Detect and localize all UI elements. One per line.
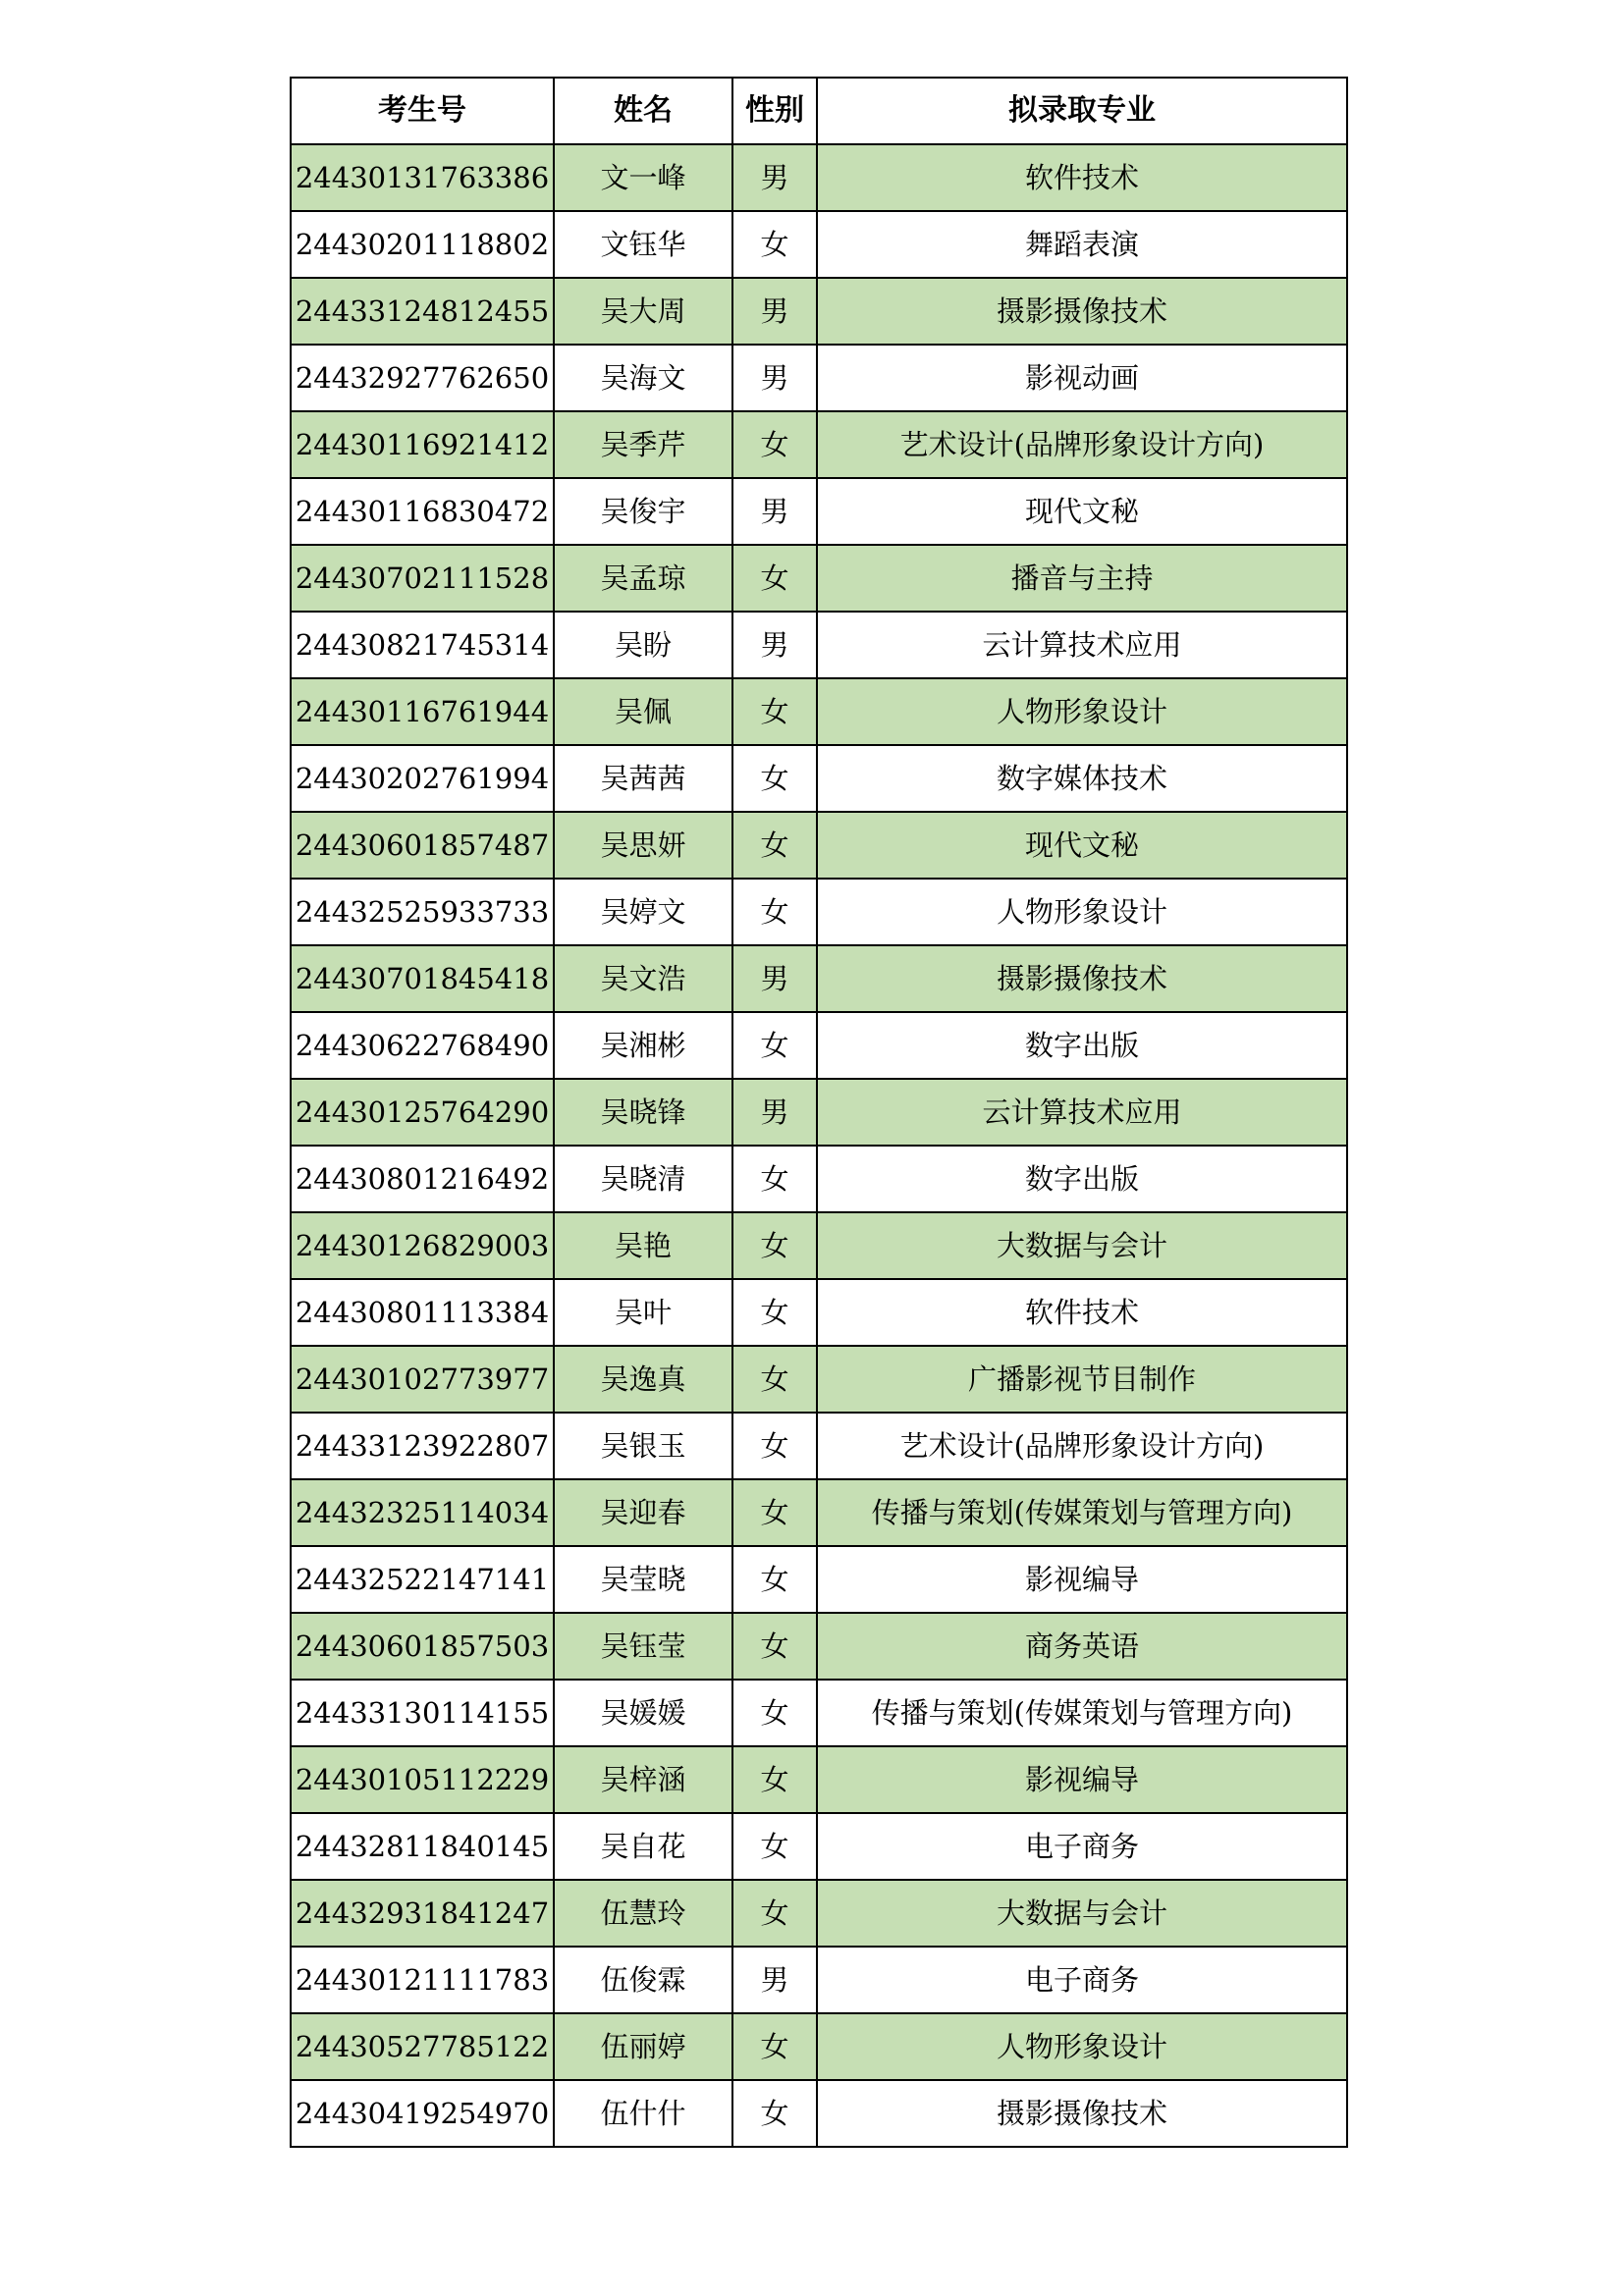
admission-list-sheet (290, 77, 1346, 2148)
cell-gender: 女 (732, 812, 817, 879)
cell-name: 文一峰 (554, 144, 732, 211)
cell-major: 现代文秘 (817, 812, 1347, 879)
cell-gender: 女 (732, 411, 817, 478)
cell-name: 吴湘彬 (554, 1012, 732, 1079)
cell-gender: 女 (732, 1346, 817, 1413)
cell-name: 伍俊霖 (554, 1947, 732, 2013)
cell-name: 吴迎春 (554, 1479, 732, 1546)
cell-gender: 女 (732, 1746, 817, 1813)
cell-gender: 男 (732, 345, 817, 411)
table-row (291, 1479, 1347, 1546)
cell-exam-no: 24430702111528 (291, 545, 554, 612)
table-row (291, 411, 1347, 478)
cell-gender: 女 (732, 1680, 817, 1746)
cell-gender: 男 (732, 278, 817, 345)
cell-major: 传播与策划(传媒策划与管理方向) (817, 1680, 1347, 1746)
header-row (291, 78, 1347, 144)
cell-name: 吴银玉 (554, 1413, 732, 1479)
cell-name: 吴莹晓 (554, 1546, 732, 1613)
table-row (291, 1146, 1347, 1212)
table-row (291, 1413, 1347, 1479)
cell-exam-no: 24430201118802 (291, 211, 554, 278)
cell-exam-no: 24430601857503 (291, 1613, 554, 1680)
header-exam-no: 考生号 (291, 78, 554, 144)
cell-exam-no: 24430126829003 (291, 1212, 554, 1279)
cell-exam-no: 24432525933733 (291, 879, 554, 945)
cell-gender: 女 (732, 1880, 817, 1947)
cell-major: 软件技术 (817, 144, 1347, 211)
cell-gender: 女 (732, 545, 817, 612)
cell-major: 人物形象设计 (817, 879, 1347, 945)
cell-name: 吴钰莹 (554, 1613, 732, 1680)
cell-gender: 男 (732, 1947, 817, 2013)
cell-name: 吴佩 (554, 678, 732, 745)
table-row (291, 144, 1347, 211)
table-row (291, 278, 1347, 345)
cell-exam-no: 24430116761944 (291, 678, 554, 745)
cell-exam-no: 24430116921412 (291, 411, 554, 478)
cell-name: 吴茜茜 (554, 745, 732, 812)
cell-exam-no: 24432811840145 (291, 1813, 554, 1880)
table-row (291, 1947, 1347, 2013)
cell-name: 吴晓清 (554, 1146, 732, 1212)
cell-gender: 女 (732, 1813, 817, 1880)
cell-name: 吴文浩 (554, 945, 732, 1012)
cell-major: 摄影摄像技术 (817, 278, 1347, 345)
cell-exam-no: 24430419254970 (291, 2080, 554, 2147)
cell-name: 吴梓涵 (554, 1746, 732, 1813)
cell-gender: 男 (732, 478, 817, 545)
cell-gender: 女 (732, 2080, 817, 2147)
header-name: 姓名 (554, 78, 732, 144)
cell-exam-no: 24432522147141 (291, 1546, 554, 1613)
cell-exam-no: 24433124812455 (291, 278, 554, 345)
cell-major: 人物形象设计 (817, 2013, 1347, 2080)
cell-major: 影视编导 (817, 1746, 1347, 1813)
cell-gender: 女 (732, 1546, 817, 1613)
cell-gender: 女 (732, 211, 817, 278)
cell-exam-no: 24430821745314 (291, 612, 554, 678)
cell-major: 人物形象设计 (817, 678, 1347, 745)
cell-exam-no: 24430622768490 (291, 1012, 554, 1079)
cell-name: 文钰华 (554, 211, 732, 278)
cell-major: 大数据与会计 (817, 1212, 1347, 1279)
cell-gender: 女 (732, 745, 817, 812)
cell-major: 摄影摄像技术 (817, 2080, 1347, 2147)
table-row (291, 1746, 1347, 1813)
cell-name: 吴大周 (554, 278, 732, 345)
header-gender: 性别 (732, 78, 817, 144)
table-row (291, 1546, 1347, 1613)
cell-exam-no: 24430105112229 (291, 1746, 554, 1813)
cell-gender: 女 (732, 1212, 817, 1279)
table-row (291, 745, 1347, 812)
table-row (291, 345, 1347, 411)
cell-exam-no: 24430125764290 (291, 1079, 554, 1146)
cell-gender: 女 (732, 2013, 817, 2080)
cell-major: 舞蹈表演 (817, 211, 1347, 278)
cell-major: 艺术设计(品牌形象设计方向) (817, 1413, 1347, 1479)
cell-gender: 男 (732, 144, 817, 211)
cell-major: 电子商务 (817, 1947, 1347, 2013)
cell-gender: 女 (732, 1012, 817, 1079)
admission-table (290, 77, 1348, 2148)
cell-exam-no: 24430131763386 (291, 144, 554, 211)
cell-major: 传播与策划(传媒策划与管理方向) (817, 1479, 1347, 1546)
table-row (291, 879, 1347, 945)
cell-major: 云计算技术应用 (817, 612, 1347, 678)
cell-gender: 女 (732, 1479, 817, 1546)
cell-name: 吴海文 (554, 345, 732, 411)
table-row (291, 1279, 1347, 1346)
table-row (291, 1880, 1347, 1947)
cell-major: 广播影视节目制作 (817, 1346, 1347, 1413)
cell-name: 吴思妍 (554, 812, 732, 879)
cell-gender: 女 (732, 879, 817, 945)
cell-exam-no: 24430121111783 (291, 1947, 554, 2013)
table-row (291, 812, 1347, 879)
cell-gender: 男 (732, 1079, 817, 1146)
cell-exam-no: 24433123922807 (291, 1413, 554, 1479)
cell-name: 吴逸真 (554, 1346, 732, 1413)
cell-name: 吴艳 (554, 1212, 732, 1279)
cell-exam-no: 24430102773977 (291, 1346, 554, 1413)
cell-gender: 男 (732, 612, 817, 678)
cell-major: 电子商务 (817, 1813, 1347, 1880)
cell-exam-no: 24430116830472 (291, 478, 554, 545)
table-header (291, 78, 1347, 144)
table-row (291, 2013, 1347, 2080)
cell-major: 商务英语 (817, 1613, 1347, 1680)
table-row (291, 1680, 1347, 1746)
cell-major: 摄影摄像技术 (817, 945, 1347, 1012)
cell-exam-no: 24430701845418 (291, 945, 554, 1012)
cell-exam-no: 24430527785122 (291, 2013, 554, 2080)
cell-gender: 女 (732, 1413, 817, 1479)
cell-exam-no: 24432931841247 (291, 1880, 554, 1947)
table-row (291, 1212, 1347, 1279)
cell-major: 数字出版 (817, 1012, 1347, 1079)
table-row (291, 545, 1347, 612)
cell-gender: 女 (732, 1279, 817, 1346)
header-major: 拟录取专业 (817, 78, 1347, 144)
cell-gender: 女 (732, 1146, 817, 1212)
cell-major: 现代文秘 (817, 478, 1347, 545)
cell-major: 云计算技术应用 (817, 1079, 1347, 1146)
table-row (291, 1346, 1347, 1413)
table-row (291, 211, 1347, 278)
cell-major: 软件技术 (817, 1279, 1347, 1346)
cell-major: 大数据与会计 (817, 1880, 1347, 1947)
table-row (291, 678, 1347, 745)
table-row (291, 478, 1347, 545)
cell-major: 数字媒体技术 (817, 745, 1347, 812)
cell-major: 影视编导 (817, 1546, 1347, 1613)
table-body (291, 144, 1347, 2147)
table-row (291, 2080, 1347, 2147)
cell-exam-no: 24432325114034 (291, 1479, 554, 1546)
cell-name: 吴季芹 (554, 411, 732, 478)
cell-name: 伍慧玲 (554, 1880, 732, 1947)
cell-exam-no: 24432927762650 (291, 345, 554, 411)
cell-major: 播音与主持 (817, 545, 1347, 612)
cell-name: 吴盼 (554, 612, 732, 678)
cell-name: 吴孟琼 (554, 545, 732, 612)
cell-exam-no: 24433130114155 (291, 1680, 554, 1746)
cell-name: 吴俊宇 (554, 478, 732, 545)
table-row (291, 1813, 1347, 1880)
cell-exam-no: 24430202761994 (291, 745, 554, 812)
cell-name: 伍什什 (554, 2080, 732, 2147)
cell-gender: 女 (732, 678, 817, 745)
cell-name: 吴晓锋 (554, 1079, 732, 1146)
cell-name: 吴自花 (554, 1813, 732, 1880)
cell-name: 吴婷文 (554, 879, 732, 945)
cell-name: 伍丽婷 (554, 2013, 732, 2080)
table-row (291, 1079, 1347, 1146)
table-row (291, 1613, 1347, 1680)
cell-name: 吴媛媛 (554, 1680, 732, 1746)
cell-exam-no: 24430801113384 (291, 1279, 554, 1346)
cell-exam-no: 24430801216492 (291, 1146, 554, 1212)
table-row (291, 945, 1347, 1012)
cell-gender: 女 (732, 1613, 817, 1680)
cell-major: 影视动画 (817, 345, 1347, 411)
table-row (291, 1012, 1347, 1079)
table-row (291, 612, 1347, 678)
cell-major: 艺术设计(品牌形象设计方向) (817, 411, 1347, 478)
cell-exam-no: 24430601857487 (291, 812, 554, 879)
cell-major: 数字出版 (817, 1146, 1347, 1212)
cell-name: 吴叶 (554, 1279, 732, 1346)
cell-gender: 男 (732, 945, 817, 1012)
